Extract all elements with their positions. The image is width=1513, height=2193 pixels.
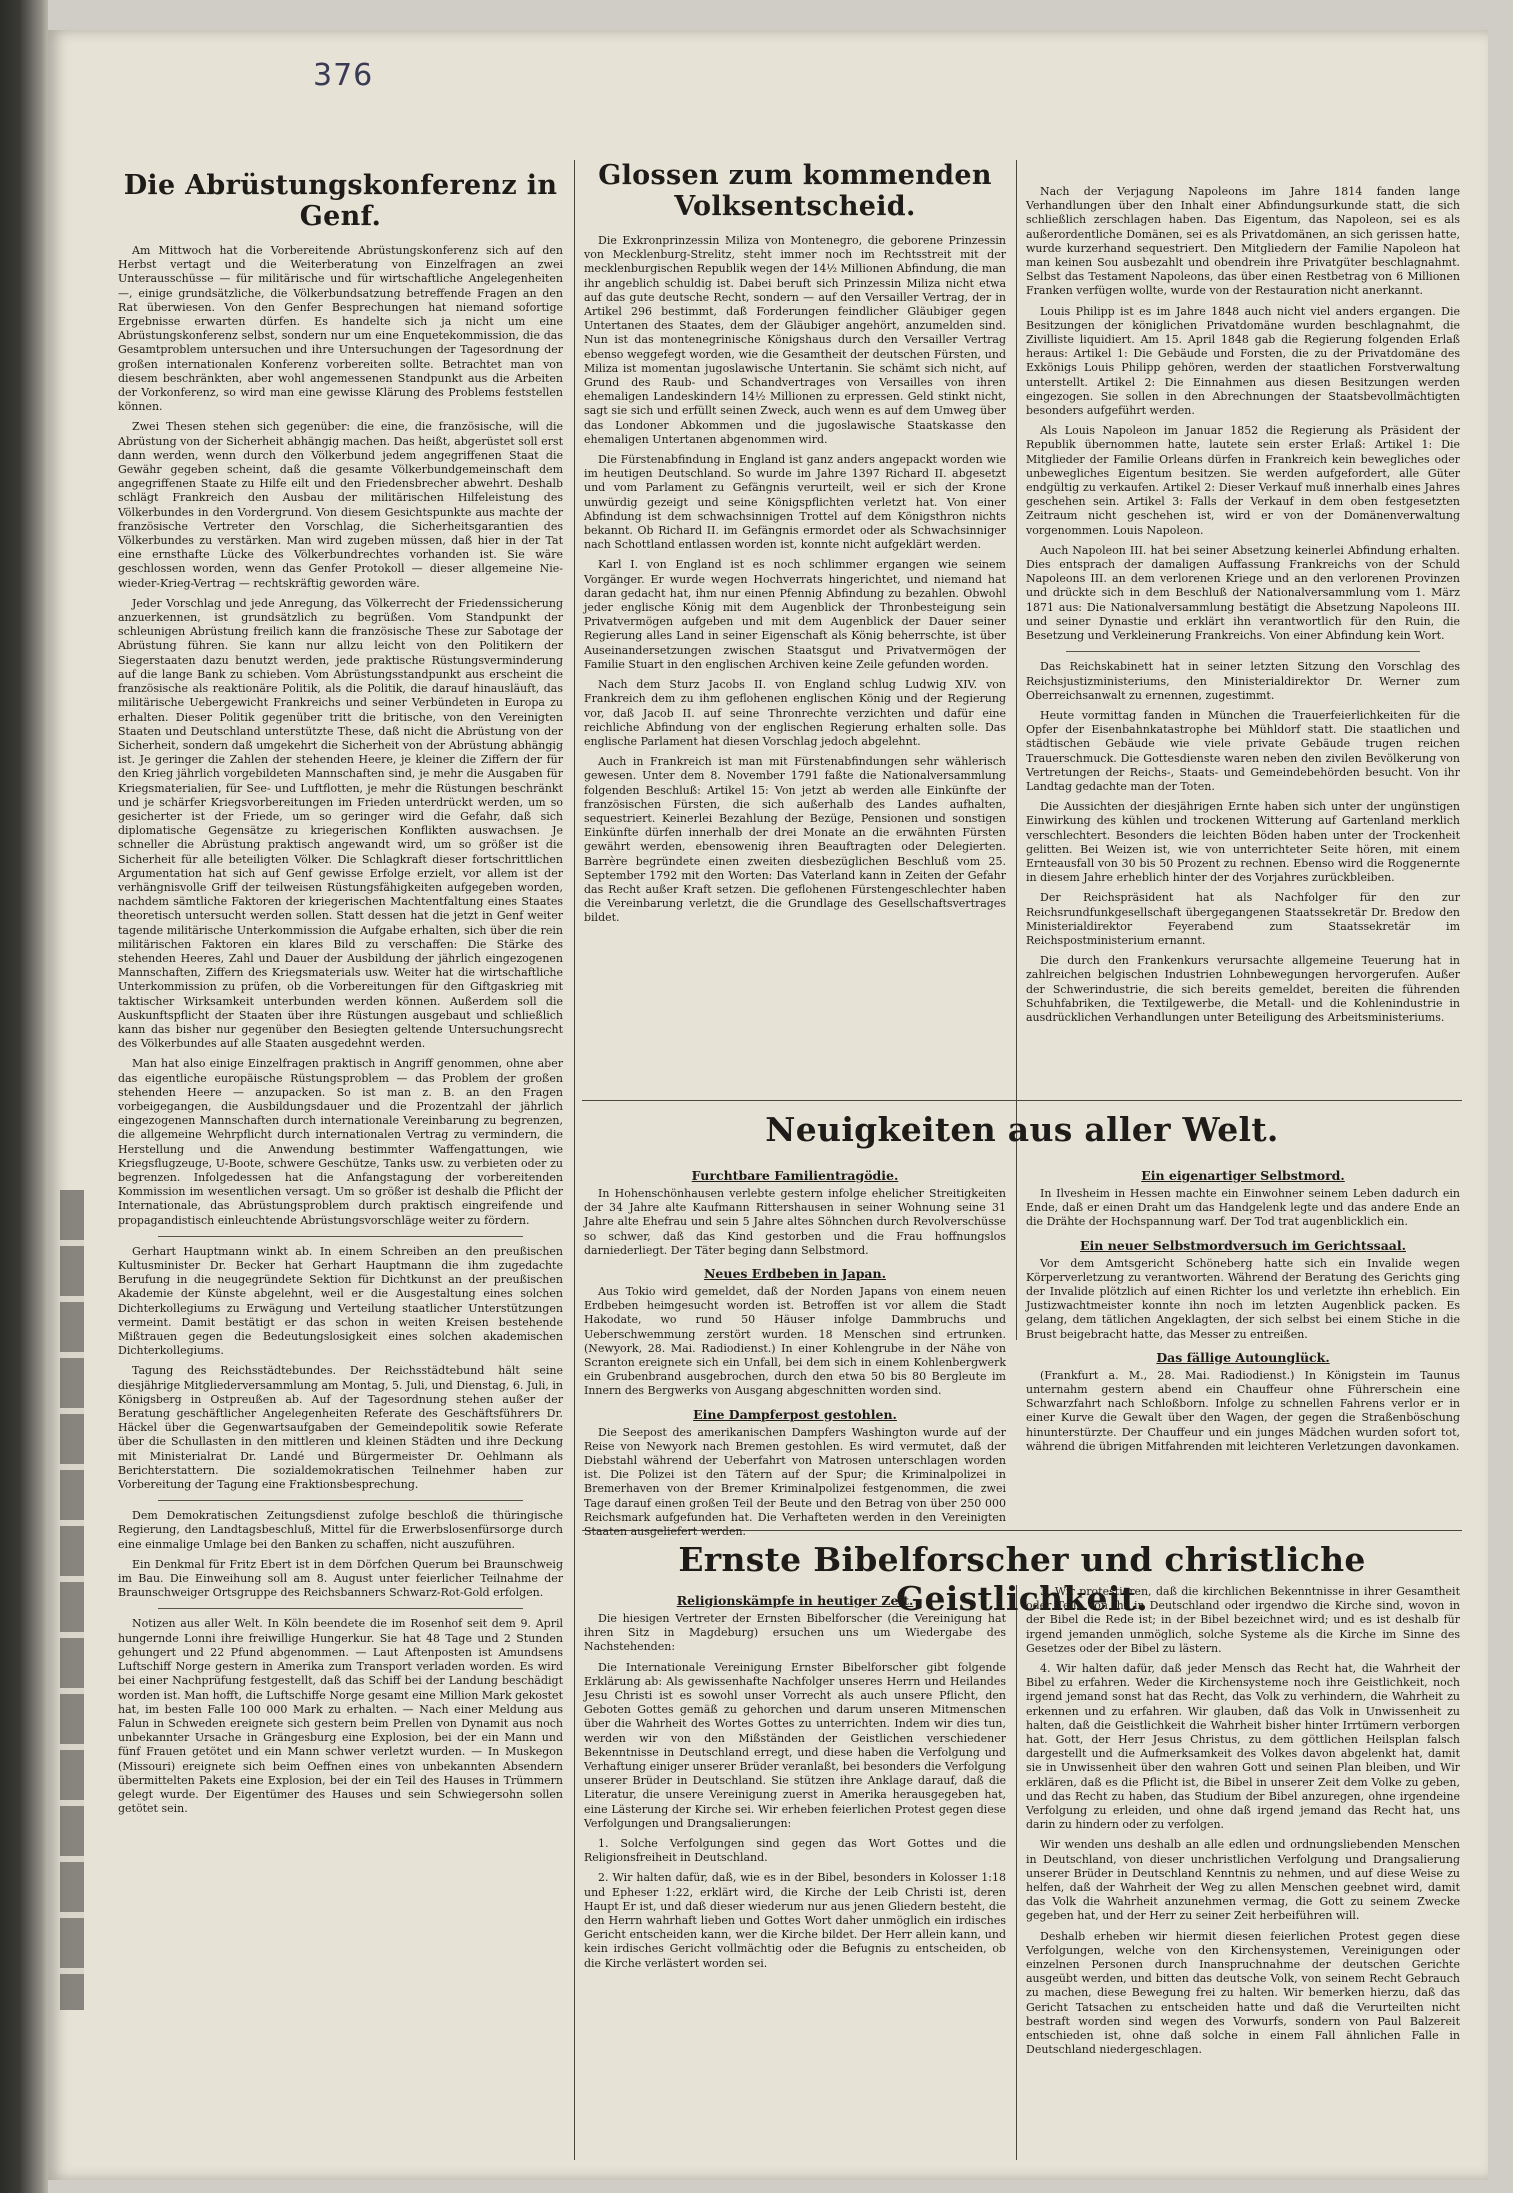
notice-paragraph: Tagung des Reichsstädtebundes. Der Reichsstädtebund hält seine diesjährige Mitgliederversammlung am Montag, 5. Juli, und Dienstag, 6. Juli, in Königsberg in Ostpreußen ab. Auf der Tagesordnung stehen außer der Beratung geschäftlicher Angelegenheiten Referate des Geschäftsführers Dr. Häckel über die Gegenwartsaufgaben der Gemeindepolitik sowie Referate über die Schullasten in den mittleren und kleinen Städten und ihre Deckung mit Ministerialrat Dr. Landé und Bürgermeister Dr. Oehlmann als Berichterstattern. Die sozialdemokratischen Teilnehmer haben zur Vorbereitung der Tagung eine Fraktionsbesprechung. [118,1364,563,1492]
notice-paragraph: Das Reichskabinett hat in seiner letzten Sitzung den Vorschlag des Reichsjustizministeriums, den Ministerialdirektor Dr. Werner zum Oberreichsanwalt zu ernennen, zugestimmt. [1026,660,1460,702]
column-rule [1016,160,1017,1340]
column-rule [1016,1180,1017,1340]
article-paragraph: Man hat also einige Einzelfragen praktisch in Angriff genommen, ohne aber das eigentliche europäische Rüstungsproblem — das Problem der großen stehenden Heere — anzupacken. So ist man z. B. an den Fragen vorbeigegangen, die Ausbildungsdauer und die Prozentzahl der jährlich eingezogenen Mannschaften durch internationale Vereinbarung zu begrenzen, die allgemeine Wehrpflicht durch internationalen Vertrag zu vermindern, die Herstellung und die Anwendung bestimmter Waffengattungen, wie Kriegsflugzeuge, U-Boote, schwere Geschütze, Tanks usw. zu verbieten oder zu begrenzen. Infolgedessen hat die Anfangstagung der vorbereitenden Kommission im wesentlichen versagt. Um so größer ist deshalb die Pflicht der Internationale, das Abrüstungsproblem durch praktisch eingreifende und propagandistisch einleuchtende Abrüstungsvorschläge weiter zu fördern. [118,1057,563,1227]
bible-paragraph: Deshalb erheben wir hiermit diesen feierlichen Protest gegen diese Verfolgungen, welche von den Kirchensystemen, Vereinigungen oder einzelnen Personen durch Inanspruchnahme der deutschen Gerichte ausgeübt werden, und bitten das deutsche Volk, von seinem Recht Gebrauch zu machen, diese Bewegung frei zu halten. Wir bemerken hierzu, daß das Gericht Tatsachen zu entscheiden hatte und daß die Verurteilten nicht bestraft worden sind wegen des Vorwurfs, sondern von Paul Balzereit entschieden ist, ohne daß solche in einem Fall ähnlichen Falle in Deutschland niedergeschlagen. [1026,1929,1460,2057]
news-item-text: In Hohenschönhausen verlebte gestern infolge ehelicher Streitigkeiten der 34 Jahre alte Kaufmann Rittershausen in seiner Wohnung seine 31 Jahre alte Ehefrau und sein 5 Jahre altes Söhnchen durch Revolverschüsse so schwer, daß das Kind gestorben und die Frau hoffnungslos darniederliegt. Der Täter beging dann Selbstmord. [584,1187,1006,1257]
article-paragraph: Nach der Verjagung Napoleons im Jahre 1814 fanden lange Verhandlungen über den Inhalt einer Abfindungsurkunde statt, die sich schließlich zerschlagen haben. Das Eigentum, das Napoleon, sei es als außerordentliche Domänen, sei es als Privatdomänen, an sich gerissen hatte, wurde kurzerhand sequestriert. Den Mitgliedern der Familie Napoleon hat man keinen Sou ausbezahlt und obendrein ihre Privatgüter beschlagnahmt. Selbst das Testament Napoleons, das über einen Restbetrag von 6 Millionen Franken verfügen wollte, wurde von der Restauration nicht anerkannt. [1026,185,1460,298]
article-title-glossen: Glossen zum kommenden Volksentscheid. [598,160,992,222]
news-column-right [1026,1160,1460,1525]
notice-paragraph: Die durch den Frankenkurs verursachte allgemeine Teuerung hat in zahlreichen belgischen Industrien Lohnbewegungen hervorgerufen. Außer der Schwerindustrie, die sich bereits gemeldet, bereiten die führenden Schuhfabriken, die Textilgewerbe, die Metall- und die Kohlenindustrie in ausdrücklichen Verhandlungen unter Beteiligung des Arbeitsministeriums. [1026,954,1460,1024]
news-column-left [584,1160,1006,1539]
page-edge-shadow [60,1190,84,2010]
separator [158,1500,523,1501]
news-item-text: (Frankfurt a. M., 28. Mai. Radiodienst.) In Königstein im Taunus unternahm gestern abend ein Chauffeur ohne Führerschein eine Schwarzfahrt nach Schloßborn. Infolge zu schnellen Fahrens verlor er in einer Kurve die Gewalt über den Wagen, der gegen die Straßenböschung hinunterstürzte. Der Chauffeur und ein junges Mädchen wurden sofort tot, während die übrigen Mitfahrenden mit leichteren Verletzungen davonkamen. [1026,1368,1460,1453]
news-item-heading: Ein eigenartiger Selbstmord. [1141,1168,1345,1183]
bible-column-left [584,1585,1006,2160]
news-item-text: Die Seepost des amerikanischen Dampfers Washington wurde auf der Reise von Newyork nach Bremen gestohlen. Es wird vermutet, daß der Diebstahl während der Ueberfahrt von Matrosen unterschlagen worden ist. Die Polizei ist den Tätern auf der Spur; die Kriminalpolizei in Bremerhaven von der Bremer Kriminalpolizei festgenommen, die zwei Tage darauf einen großen Teil der Beute und den Betrag von über 250 000 Reichsmark aufgefunden hat. Die Verhafteten werden in den Vereinigten Staaten ausgeliefert werden. [584,1425,1006,1539]
notice-paragraph: Der Reichspräsident hat als Nachfolger für den zur Reichsrundfunkgesellschaft übergegangenen Staatssekretär Dr. Bredow den Ministerialdirektor Feyerabend zum Staatssekretär im Reichspostministerium ernannt. [1026,891,1460,947]
article-paragraph: Als Louis Napoleon im Januar 1852 die Regierung als Präsident der Republik übernommen hatte, lautete sein erster Erlaß: Artikel 1: Die Mitglieder der Familie Orleans dürfen in Frankreich kein bewegliches oder unbewegliches Eigentum besitzen. Sie werden aufgefordert, alle Güter endgültig zu verkaufen. Artikel 2: Dieser Verkauf muß innerhalb eines Jahres geschehen sein. Artikel 3: Falls der Verkauf in dem oben festgesetzten Zeitraum nicht geschehen ist, wird er von der Domänenverwaltung vorgenommen. Louis Napoleon. [1026,424,1460,537]
news-item-heading: Eine Dampferpost gestohlen. [693,1406,897,1422]
article-title-abruestung: Die Abrüstungskonferenz in Genf. [123,170,558,232]
notice-paragraph: Heute vormittag fanden in München die Trauerfeierlichkeiten für die Opfer der Eisenbahnkatastrophe bei Mühldorf statt. Die staatlichen und städtischen Gebäude wie viele private Gebäude trugen reichen Trauerschmuck. Die Gottesdienste waren neben den zivilen Bevölkerung von Vertretungen der Reichs-, Staats- und Gemeindebehörden besucht. Von ihr Landtag gedachte man der Toten. [1026,708,1460,793]
notice-paragraph: Dem Demokratischen Zeitungsdienst zufolge beschloß die thüringische Regierung, den Landtagsbeschluß, Mittel für die Erwerbslosenfürsorge durch eine einmalige Umlage bei den Banken zu schaffen, nicht auszuführen. [118,1509,563,1551]
article-paragraph: Nach dem Sturz Jacobs II. von England schlug Ludwig XIV. von Frankreich dem zu ihm geflohenen englischen König und der Regierung vor, daß Jacob II. auf seine Thronrechte verzichten und dafür eine reichliche Abfindung von der englischen Regierung erhalten solle. Das englische Parlament hat diesen Vorschlag jedoch abgelehnt. [584,678,1006,748]
notice-paragraph: Gerhart Hauptmann winkt ab. In einem Schreiben an den preußischen Kultusminister Dr. Becker hat Gerhart Hauptmann die ihm zugedachte Berufung in die neugegründete Sektion für Dichtkunst an der preußischen Akademie der Künste abgelehnt, weil er die Ausgestaltung eines solchen Dichterkollegiums zu Erwägung und Verteilung staatlicher Unterstützungen vermeint. Damit bestätigt er das schon in weiten Kreisen bestehende Mißtrauen gegen die Bedeutungslosigkeit eines solchen akademischen Dichterkollegiums. [118,1244,563,1358]
news-item-text: Vor dem Amtsgericht Schöneberg hatte sich ein Invalide wegen Körperverletzung zu verantworten. Während der Beratung des Gerichts ging der Invalide plötzlich auf einen Richter los und verletzte ihn erheblich. Ein Justizwachtmeister konnte ihn noch im letzten Augenblick packen. Es gelang, dem tätlichen Angeklagten, der sich selbst bei einem Stiche in die Brust beigebracht hatte, das Messer zu entreißen. [1026,1256,1460,1341]
column-1 [118,170,563,2160]
section-rule [582,1100,1462,1101]
bible-paragraph: 2. Wir halten dafür, daß, wie es in der Bibel, besonders in Kolosser 1:18 und Epheser 1:22, erklärt wird, die Kirche der Leib Christi ist, deren Haupt Er ist, und daß dieser wiederum nur aus jenen Gliedern besteht, die den Herrn wahrhaft lieben und Gottes Wort daher unmöglich ein irdisches Gericht entscheiden kann, wer die Kirche bildet. Der Herr allein kann, und kein irdisches Gericht vollmächtig oder die Befugnis zu entscheiden, ob die Kirche verlästert worden sei. [584,1871,1006,1970]
bible-paragraph: Die Internationale Vereinigung Ernster Bibelforscher gibt folgende Erklärung ab: Als gewissenhafte Nachfolger unseres Herrn und Heilandes Jesu Christi ist es sowohl unser Vorrecht als auch unsere Pflicht, den Geboten Gottes gemäß zu gehorchen und darum unseren Mitmenschen über die Wahrheit des Wortes Gottes zu unterrichten. Indem wir dies tun, werden wir von den Mißständen der Geistlichen verschiedener Bekenntnisse in Deutschland erregt, und diese haben die Verfolgung und Verhaftung einiger unserer Brüder veranlaßt, bei besonders die Verfolgung unserer Brüder in Deutschland. Sie stützen ihre Anklage darauf, daß die Literatur, die unsere Vereinigung zuerst in Amerika herausgegeben hat, eine Lästerung der Kirche sei. Wir erheben feierlichen Protest gegen diese Verfolgungen und Drangsalierungen: [584,1660,1006,1830]
article-paragraph: Am Mittwoch hat die Vorbereitende Abrüstungskonferenz sich auf den Herbst vertagt und die Weiterberatung von Einzelfragen an zwei Unterausschüsse — für militärische und für wirtschaftliche Angelegenheiten —, einige grundsätzliche, die Völkerbundsatzung betreffende Fragen an den Rat überwiesen. Von den Genfer Besprechungen hat niemand sofortige Ergebnisse erwarten dürfen. Es handelte sich ja nicht um eine Abrüstungskonferenz selbst, sondern nur um eine Enquetekommission, die das Gesamtproblem untersuchen und ihre Untersuchungen der Tagesordnung der großen internationalen Konferenz vorbereiten sollte. Betrachtet man von diesem beschränkten, aber wohl angemessenen Standpunkt aus die Arbeiten der Vorkonferenz, so wird man eine gewisse Klärung des Problems feststellen können. [118,244,563,414]
news-item-heading: Das fällige Autounglück. [1156,1349,1330,1365]
article-paragraph: Karl I. von England ist es noch schlimmer ergangen wie seinem Vorgänger. Er wurde wegen Hochverrats hingerichtet, und niemand hat daran gedacht hat, ihm nur einen Pfennig Abfindung zu bezahlen. Obwohl jeder englische König mit dem Augenblick der Thronbesteigung sein Privatvermögen aufgeben und mit dem Augenblick der Dauer seiner Regierung alles Land in seiner Eigenschaft als König beherrschte, ist über Auseinandersetzungen zwischen Staatsgut und Privatvermögen der Familie Stuart in den englischen Archiven keine Zeile gefunden worden. [584,558,1006,671]
news-item-heading: Furchtbare Familientragödie. [691,1168,899,1183]
bible-paragraph: Die hiesigen Vertreter der Ernsten Bibelforscher (die Vereinigung hat ihren Sitz in Magdeburg) ersuchen uns um Wiedergabe des Nachstehenden: [584,1612,1006,1654]
article-paragraph: Die Exkronprinzessin Miliza von Montenegro, die geborene Prinzessin von Mecklenburg-Strelitz, steht immer noch im Rechtsstreit mit der mecklenburgischen Republik wegen der 14½ Millionen Abfindung, die man ihr angeblich schuldig ist. Dabei beruft sich Prinzessin Miliza nicht etwa auf das gute deutsche Recht, sondern — auf den Versailler Vertrag, der in Artikel 296 bestimmt, daß Forderungen feindlicher Gläubiger gegen Untertanen des Staates, dem der Gläubiger angehört, anzumelden sind. Nun ist das montenegrinische Königshaus durch den Versailler Vertrag ebenso weggefegt worden, wie die Gesamtheit der deutschen Fürsten, und Miliza ist momentan jugoslawische Untertanin. Sie schämt sich nicht, auf Grund des Raub- und Schandvertrages von Versailles von ihren ehemaligen Landeskindern 14½ Millionen zu erpressen. Geld stinkt nicht, sagt sie sich und erfüllt seinen Zweck, auch wenn es auf dem Umweg über das Londoner Abkommen und die jugoslawische Staatskasse den ehemaligen Untertanen abgenommen wird. [584,234,1006,446]
bible-column-right [1026,1585,1460,2160]
separator [158,1608,523,1609]
article-paragraph: Auch Napoleon III. hat bei seiner Absetzung keinerlei Abfindung erhalten. Dies entsprach der damaligen Auffassung Frankreichs von der Schuld Napoleons III. an dem verlorenen Kriege und an den verlorenen Provinzen und drückte sich in dem Beschluß der Nationalversammlung vom 1. März 1871 aus: Die Nationalversammlung bestätigt die Absetzung Napoleons III. und seiner Dynastie und erklärt ihn verantwortlich für den Ruin, die Besetzung und Verkleinerung Frankreichs. Von einer Abfindung kein Wort. [1026,543,1460,643]
article-paragraph: Die Fürstenabfindung in England ist ganz anders angepackt worden wie im heutigen Deutschland. So wurde im Jahre 1397 Richard II. abgesetzt und vom Parlament zu Gefängnis verurteilt, weil er sich der Krone unwürdig gezeigt und seine Königspflichten verletzt hat. Von einer Abfindung ist dem schwachsinnigen Trottel auf dem Königsthron nichts bekannt. Ob Richard II. im Gefängnis ermordet oder als Schwachsinniger nach Schottland entlassen worden ist, konnte nicht aufgeklärt werden. [584,453,1006,552]
article-paragraph: Louis Philipp ist es im Jahre 1848 auch nicht viel anders ergangen. Die Besitzungen der königlichen Privatdomäne wurden beschlagnahmt, die Zivilliste liquidiert. Am 15. April 1848 gab die Regierung folgenden Erlaß heraus: Artikel 1: Die Gebäude und Forsten, die zu der Privatdomäne des Exkönigs Louis Philipp gehören, werden der staatlichen Forstverwaltung unterstellt. Artikel 2: Die Einnahmen aus diesen Besitzungen werden eingezogen. Sie sollen in den Abrechnungen der Staatsbevollmächtigten besonders aufgeführt werden. [1026,304,1460,418]
column-rule [1016,1585,1017,2160]
news-item-text: Aus Tokio wird gemeldet, daß der Norden Japans von einem neuen Erdbeben heimgesucht worden ist. Betroffen ist vor allem die Stadt Hakodate, wo rund 50 Häuser infolge Dammbruchs und Ueberschwemmung zerstört wurden. 18 Menschen sind ertrunken. (Newyork, 28. Mai. Radiodienst.) In einer Kohlengrube in der Nähe von Scranton ereignete sich ein Unfall, bei dem sich in einem Kohlenbergwerk ein Grubenbrand ausgebrochen, durch den etwa 50 bis 80 Bergleute im Innern des Bergwerks von Ausgang abgeschnitten worden sind. [584,1285,1006,1398]
column-2 [584,160,1006,1095]
bible-paragraph: 1. Solche Verfolgungen sind gegen das Wort Gottes und die Religionsfreiheit in Deutschland. [584,1837,1006,1865]
article-paragraph: Zwei Thesen stehen sich gegenüber: die eine, die französische, will die Abrüstung von der Sicherheit abhängig machen. Das heißt, abgerüstet soll erst dann werden, wenn durch den Völkerbund jedem angegriffenen Staat die Gewähr gegeben scheint, daß die gesamte Völkerbundgemeinschaft dem angegriffenen Staate zu Hilfe eilt und den Friedensbrecher abwehrt. Deshalb schlägt Frankreich den Ausbau der militärischen Hilfeleistung des Völkerbundes in den Vordergrund. Von diesem Gesichtspunkte aus machte der französische Vertreter den Vorschlag, die Sicherheitsgarantien des Völkerbundes zu verstärken. Man wird zugeben müssen, daß hier in der Tat eine ernsthafte Lücke des Völkerbundrechtes vorhanden ist. Sie wäre geschlossen worden, wenn das Genfer Protokoll — dieser allgemeine Nie-wieder-Krieg-Vertrag — rechtskräftig geworden wäre. [118,420,563,590]
article-paragraph: Auch in Frankreich ist man mit Fürstenabfindungen sehr wählerisch gewesen. Unter dem 8. November 1791 faßte die Nationalversammlung folgenden Beschluß: Artikel 15: Von jetzt ab werden alle Einkünfte der französischen Fürsten, die sich außerhalb des Landes aufhalten, sequestriert. Keinerlei Bezahlung der Bezüge, Pensionen und sonstigen Einkünfte dürfen innerhalb der drei Monate an die erwähnten Fürsten gewährt werden, ebensowenig ihren Beauftragten oder Delegierten. Barrère begründete einen zweiten diesbezüglichen Beschluß vom 25. September 1792 mit den Worten: Das Vaterland kann in Zeiten der Gefahr das Recht außer Kraft setzen. Die geflohenen Fürstengeschlechter haben die Vereinbarung verletzt, die die Grundlage des Gesellschaftsvertrages bildet. [584,755,1006,925]
column-rule [574,160,575,2160]
bible-paragraph: Wir wenden uns deshalb an alle edlen und ordnungsliebenden Menschen in Deutschland, von dieser unchristlichen Verfolgung und Drangsalierung unserer Brüder in Deutschland Kenntnis zu nehmen, und auf diese Weise zu helfen, daß der Wahrheit der Weg zu allen Menschen geebnet wird, damit das Volk die Wahrheit anzunehmen vermag, die Gott zu seinem Zwecke gegeben hat, und der Herr zu seiner Zeit herbeiführen will. [1026,1838,1460,1923]
article-paragraph: Jeder Vorschlag und jede Anregung, das Völkerrecht der Friedenssicherung anzuerkennen, ist grundsätzlich zu begrüßen. Vom Standpunkt der schleunigen Abrüstung freilich kann die französische These zur Sabotage der Abrüstung führen. Sie kann nur allzu leicht von den Politikern der Siegerstaaten dazu benutzt werden, jede praktische Rüstungsverminderung auf die lange Bank zu schieben. Vom Abrüstungsstandpunkt aus erscheint die französische als reaktionäre Politik, als die Politik, die darauf hinausläuft, das militärische Uebergewicht Frankreichs und seiner Verbündeten in Europa zu erhalten. Dieser Politik gegenüber tritt die britische, von den Vereinigten Staaten und Deutschland unterstützte These, daß nicht die Abrüstung von der Sicherheit, sondern daß umgekehrt die Sicherheit von der Abrüstung abhängig ist. Je geringer die Zahlen der stehenden Heere, je kleiner die Ziffern der für den Krieg jährlich vorgebildeten Mannschaften sind, je mehr die Ausgaben für Kriegsmaterialien, für See- und Luftflotten, je mehr die Rüstungen beschränkt und je schärfer Kriegsvorbereitungen im Frieden unterdrückt werden, um so gesicherter ist der Friede, um so geringer wird die Gefahr, daß sich diplomatische Gegensätze zu kriegerischen Konflikten auswachsen. Je schneller die Abrüstung praktisch angewandt wird, um so größer ist die Sicherheit für alle beteiligten Völker. Die Schlagkraft dieser fortschrittlichen Argumentation hat sich auf Genf gewisse Erfolge erzielt, vor allem ist der verhängnisvolle Griff der teilweisen Rüstungsfähigkeiten aufgegeben worden, nachdem sämtliche Faktoren der kriegerischen Machtentfaltung eines Staates theoretisch untersucht werden sollen. Statt dessen hat die jetzt in Genf weiter tagende militärische Unterkommission die Aufgabe erhalten, sich über die rein militärischen Faktoren ein klares Bild zu verschaffen: Die Stärke des stehenden Heeres, Zahl und Dauer der Ausbildung der jährlich eingezogenen Mannschaften, Ziffern des Kriegsmaterials usw. Weiter hat die wirtschaftliche Unterkommission zu prüfen, ob die Vorbereitungen für den Giftgaskrieg mit taktischer Wirksamkeit unterbunden werden können. Außerdem soll die Auskunftspflicht der Staaten über ihre Rüstungen ausgebaut und schließlich kann das bisher nur gegenüber den Besiegten geltende Untersuchungsrecht des Völkerbundes auf alle Staaten ausgedehnt werden. [118,596,563,1051]
separator [158,1236,523,1237]
separator [1066,651,1420,652]
bible-paragraph: 3. Wir protestieren, daß die kirchlichen Bekenntnisse in ihrer Gesamtheit oder Teile von ihr in Deutschland oder irgendwo die Kirche sind, wovon in der Bibel die Rede ist; in der Bibel bezeichnet wird; und es ist deshalb für irgend jemanden unmöglich, solche Systeme als die Kirche im Sinne des Gesetzes oder der Bibel zu lästern. [1026,1585,1460,1655]
news-item-heading: Neues Erdbeben in Japan. [704,1266,886,1282]
news-item-text: In Ilvesheim in Hessen machte ein Einwohner seinem Leben dadurch ein Ende, daß er einen Draht um das Handgelenk legte und das andere Ende an die Drähte der Hochspannung warf. Der Tod trat augenblicklich ein. [1026,1187,1460,1229]
notice-paragraph: Ein Denkmal für Fritz Ebert ist in dem Dörfchen Querum bei Braunschweig im Bau. Die Einweihung soll am 8. August unter feierlicher Teilnahme der Braunschweiger Ortsgruppe des Reichsbanners Schwarz-Rot-Gold erfolgen. [118,1557,563,1600]
page-number: 376 [313,58,374,93]
news-title: Neuigkeiten aus aller Welt. [765,1110,1279,1149]
news-header [584,1110,1460,1160]
book-binding [0,0,48,2193]
column-3 [1026,185,1460,1095]
bible-subtitle: Religionskämpfe in heutiger Zeit. [676,1593,914,1608]
notice-paragraph: Die Aussichten der diesjährigen Ernte haben sich unter der ungünstigen Einwirkung des kühlen und trockenen Witterung auf Gartenland merklich verschlechtert. Besonders die leichten Böden haben unter der Trockenheit gelitten. Bei Weizen ist, wie von unterrichteter Seite hören, mit einem Ernteausfall von 30 bis 50 Prozent zu rechnen. Ebenso wird die Roggenernte in diesem Jahre erheblich hinter der des Vorjahres zurückbleiben. [1026,800,1460,885]
bible-paragraph: 4. Wir halten dafür, daß jeder Mensch das Recht hat, die Wahrheit der Bibel zu erfahren. Weder die Kirchensysteme noch ihre Geistlichkeit, noch irgend jemand sonst hat das Recht, das Volk zu verhindern, die Wahrheit zu erkennen und zu erfahren. Wir glauben, daß das Volk in Unwissenheit zu halten, daß die Geistlichkeit die Wahrheit bisher hinter Irrtümern verborgen hat. Gott, der Herr Jesus Christus, zu dem göttlichen Heilsplan falsch dargestellt und die Aufmerksamkeit des Volkes davon abgelenkt hat, damit sie in Unwissenheit über den wahren Gott und seinen Plan bleiben, und Wir erklären, daß es die Pflicht ist, die Bibel in unserer Zeit dem Volke zu geben, und das Recht zu haben, das Studium der Bibel anzuregen, ohne irgendeine Verfolgung zu erleiden, und ohne daß irgend jemand das Recht hat, uns darin zu hindern oder zu verfolgen. [1026,1662,1460,1832]
notice-paragraph: Notizen aus aller Welt. In Köln beendete die im Rosenhof seit dem 9. April hungernde Lonni ihre freiwillige Hungerkur. Sie hat 48 Tage und 2 Stunden gehungert und 22 Pfund abgenommen. — Laut Aftenposten ist Amundsens Luftschiff Norge gestern in Amerika zum Transport verladen worden. Es wird bei einer Nachprüfung festgestellt, daß das Schiff bei der Landung beschädigt worden ist. Man hofft, die Luftschiffe Norge gesamt eine Million Mark gekostet hat, im besten Falle 100 000 Mark zu erhalten. — Nach einer Meldung aus Falun in Schweden ereignete sich gestern beim Prellen von Dynamit aus noch unbekannter Ursache in Grängesburg eine Explosion, bei der ein Mann und fünf Frauen getötet und ein Mann schwer verletzt wurden. — In Muskegon (Missouri) ereignete sich beim Oeffnen eines von unbekannten Absendern übermittelten Pakets eine Explosion, bei der ein Teil des Hauses in Trümmern gelegt wurde. Der Eigentümer des Hauses und sein Schwiegersohn sollen getötet sein. [118,1617,563,1816]
news-item-heading: Ein neuer Selbstmordversuch im Gerichtssaal. [1079,1237,1407,1253]
bible-title: Ernste Bibelforscher und christliche Geistlichkeit. [678,1540,1366,1618]
